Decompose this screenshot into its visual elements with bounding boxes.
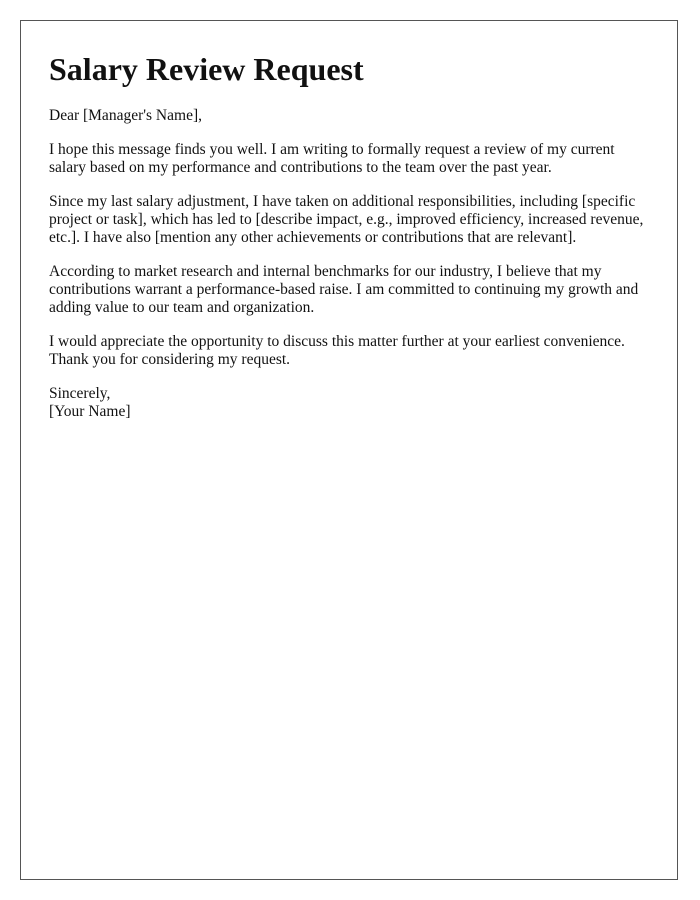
body-paragraph-2: Since my last salary adjustment, I have taken on additional responsibilities, including [specific project or task], which has led to [describe impact, e.g., improved efficiency, increased revenue, etc.]. I have also [mention any other achievements or contributions that are relevant]. [49, 193, 644, 246]
closing: Sincerely, [49, 385, 111, 402]
letter-page [20, 20, 678, 880]
body-paragraph-4: I would appreciate the opportunity to discuss this matter further at your earliest convenience. Thank you for considering my request. [49, 333, 625, 368]
body-paragraph-1: I hope this message finds you well. I am writing to formally request a review of my current salary based on my performance and contributions to the team over the past year. [49, 141, 615, 176]
body-paragraph-3: According to market research and internal benchmarks for our industry, I believe that my contributions warrant a performance-based raise. I am committed to continuing my growth and adding value to our team and organization. [49, 263, 639, 316]
letter-title: Salary Review Request [49, 51, 364, 87]
salutation: Dear [Manager's Name], [49, 107, 202, 124]
signature: [Your Name] [49, 403, 131, 420]
